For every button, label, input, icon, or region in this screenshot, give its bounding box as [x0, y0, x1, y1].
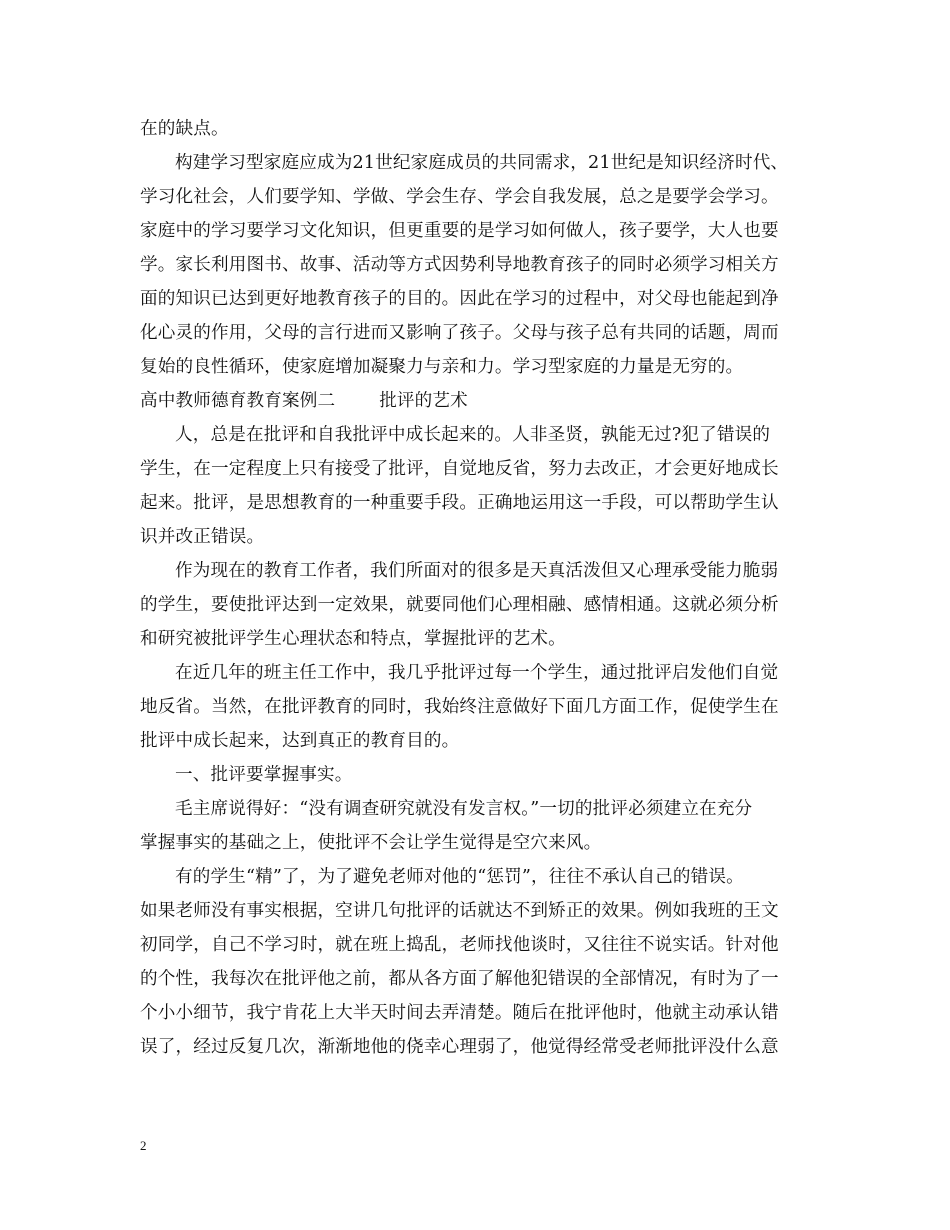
- text-line: 的个性，我每次在批评他之前，都从各方面了解他犯错误的全部情况，有时为了一: [140, 969, 779, 989]
- section-heading: [140, 384, 812, 418]
- text-line: 构建学习型家庭应成为21世纪家庭成员的共同需求，21世纪是知识经济时代、: [175, 153, 789, 173]
- text-line: 识并改正错误。: [140, 527, 265, 547]
- paragraph-block-criticism: [140, 418, 812, 1064]
- text-line: 和研究被批评学生心理状态和特点，掌握批评的艺术。: [140, 629, 566, 649]
- text-line: 学。家长利用图书、故事、活动等方式因势利导地教育孩子的同时必须学习相关方: [140, 255, 779, 275]
- text-line: 在的缺点。: [140, 119, 229, 139]
- text-line: 家庭中的学习要学习文化知识，但更重要的是学习如何做人，孩子要学，大人也要: [140, 221, 779, 241]
- text-line: 化心灵的作用，父母的言行进而又影响了孩子。父母与孩子总有共同的话题，周而: [140, 323, 779, 343]
- text-line: 面的知识已达到更好地教育孩子的目的。因此在学习的过程中，对父母也能起到净: [140, 289, 779, 309]
- text-line: 毛主席说得好：“没有调查研究就没有发言权。”一切的批评必须建立在充分: [175, 799, 753, 819]
- text-line: 有的学生“精”了，为了避免老师对他的“惩罚”，往往不承认自己的错误。: [175, 867, 744, 887]
- text-line: 批评中成长起来，达到真正的教育目的。: [140, 731, 460, 751]
- text-line: 作为现在的教育工作者，我们所面对的很多是天真活泼但又心理承受能力脆弱: [175, 561, 779, 581]
- text-line: 地反省。当然，在批评教育的同时，我始终注意做好下面几方面工作，促使学生在: [140, 697, 779, 717]
- text-line: 复始的良性循环，使家庭增加凝聚力与亲和力。学习型家庭的力量是无穷的。: [140, 357, 744, 377]
- text-line: 掌握事实的基础之上，使批评不会让学生觉得是空穴来风。: [140, 833, 602, 853]
- text-line: 如果老师没有事实根据，空讲几句批评的话就达不到矫正的效果。例如我班的王文: [140, 901, 779, 921]
- document-body: [140, 112, 812, 1064]
- text-line: 初同学，自己不学习时，就在班上捣乱，老师找他谈时，又往往不说实话。针对他: [140, 935, 779, 955]
- section-heading-subtitle: 批评的艺术: [379, 391, 468, 411]
- section-heading-title: 高中教师德育教育案例二: [140, 391, 336, 411]
- text-line: 学习化社会，人们要学知、学做、学会生存、学会自我发展，总之是要学会学习。: [140, 187, 779, 207]
- text-line: 在近几年的班主任工作中，我几乎批评过每一个学生，通过批评启发他们自觉: [175, 663, 779, 683]
- text-line: 人，总是在批评和自我批评中成长起来的。人非圣贤，孰能无过?犯了错误的: [175, 425, 771, 445]
- page-number: 2: [140, 1138, 147, 1153]
- text-line: 的学生，要使批评达到一定效果，就要同他们心理相融、感情相通。这就必须分析: [140, 595, 779, 615]
- text-line: 起来。批评，是思想教育的一种重要手段。正确地运用这一手段，可以帮助学生认: [140, 493, 779, 513]
- text-line: 学生，在一定程度上只有接受了批评，自觉地反省，努力去改正，才会更好地成长: [140, 459, 779, 479]
- paragraph-block-family-learning: [140, 112, 812, 384]
- text-line: 个小小细节，我宁肯花上大半天时间去弄清楚。随后在批评他时，他就主动承认错: [140, 1003, 779, 1023]
- text-line: 一、批评要掌握事实。: [175, 765, 353, 785]
- text-line: 误了，经过反复几次，渐渐地他的侥幸心理弱了，他觉得经常受老师批评没什么意: [140, 1037, 779, 1057]
